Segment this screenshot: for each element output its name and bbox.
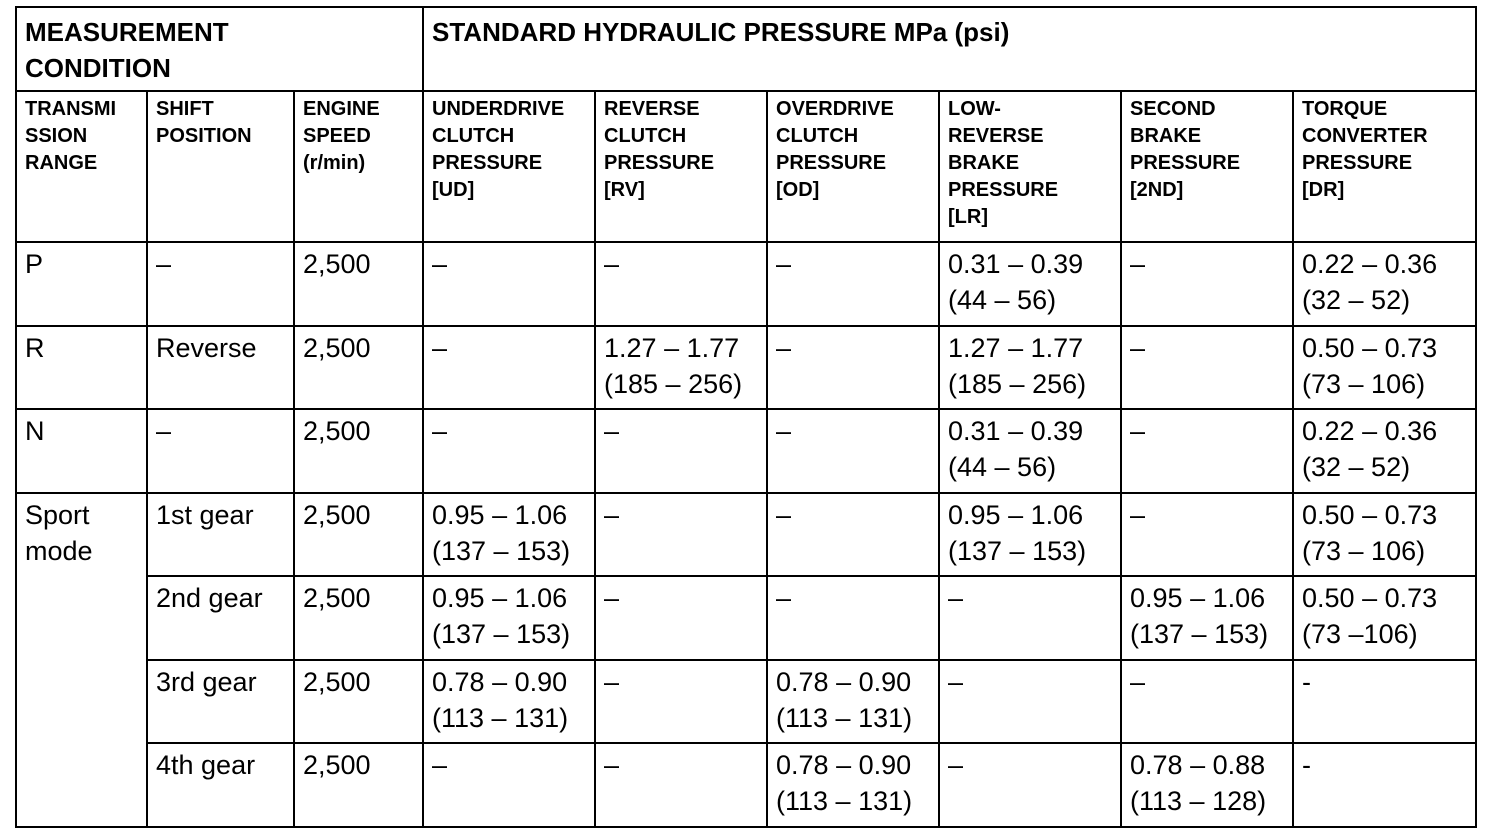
cell-line: 0.31 – 0.39	[948, 249, 1084, 279]
cell-engine-speed	[294, 743, 423, 827]
col-header-torque-converter	[1293, 91, 1476, 242]
cell-low-reverse-brake	[939, 493, 1121, 577]
cell-line: (32 – 52)	[1302, 452, 1411, 482]
table-row	[16, 326, 1476, 410]
cell-line: R	[25, 332, 45, 363]
cell-second-brake	[1121, 743, 1293, 827]
cell-line: –	[156, 416, 172, 446]
cell-line: 2,500	[303, 249, 371, 279]
cell-line: (73 –106)	[1302, 619, 1418, 649]
cell-second-brake	[1121, 493, 1293, 577]
col-header-transmission-range	[16, 91, 147, 242]
table-row	[16, 493, 1476, 577]
col-header-line: POSITION	[156, 125, 252, 147]
cell-line: –	[1130, 416, 1146, 446]
cell-low-reverse-brake	[939, 242, 1121, 326]
cell-line: –	[604, 750, 620, 780]
cell-underdrive-clutch	[423, 743, 595, 827]
cell-low-reverse-brake	[939, 743, 1121, 827]
col-header-line: [DR]	[1302, 179, 1345, 201]
cell-line: (113 – 131)	[776, 786, 913, 816]
title-row	[16, 7, 1476, 91]
cell-line: 0.95 – 1.06	[1130, 583, 1266, 613]
col-header-line: SECOND	[1130, 98, 1216, 120]
cell-line: –	[948, 750, 964, 780]
table-row	[16, 576, 1476, 660]
cell-line: (137 – 153)	[432, 535, 571, 566]
cell-line: 0.95 – 1.06	[432, 583, 568, 613]
table-row	[16, 660, 1476, 744]
col-header-line: PRESSURE	[1130, 152, 1241, 174]
cell-line: (185 – 256)	[948, 368, 1087, 399]
cell-line: –	[604, 499, 620, 530]
col-header-shift-position	[147, 91, 294, 242]
cell-engine-speed	[294, 576, 423, 660]
col-header-second-brake	[1121, 91, 1293, 242]
col-header-line: PRESSURE	[948, 179, 1059, 201]
cell-line: (113 – 128)	[1130, 786, 1267, 816]
col-header-line: OVERDRIVE	[776, 98, 894, 120]
cell-low-reverse-brake	[939, 326, 1121, 410]
col-header-line: LOW-	[948, 98, 1001, 120]
cell-line: (137 – 153)	[1130, 619, 1269, 649]
cell-underdrive-clutch	[423, 326, 595, 410]
column-header-row	[16, 91, 1476, 242]
cell-torque-converter	[1293, 493, 1476, 577]
col-header-line: BRAKE	[1130, 125, 1202, 147]
col-header-line: PRESSURE	[432, 152, 543, 174]
standard-pressure-header	[423, 7, 1476, 91]
cell-line: (137 – 153)	[948, 535, 1087, 566]
cell-line: N	[25, 416, 45, 446]
cell-line: 1st gear	[156, 499, 254, 530]
col-header-low-reverse-brake	[939, 91, 1121, 242]
cell-shift-position	[147, 576, 294, 660]
cell-line: P	[25, 249, 44, 279]
cell-engine-speed	[294, 326, 423, 410]
cell-line: (137 – 153)	[432, 619, 571, 649]
cell-line: 0.22 – 0.36	[1302, 249, 1438, 279]
cell-line: 2,500	[303, 499, 371, 530]
cell-line: –	[604, 249, 620, 279]
header-line: CONDITION	[25, 53, 171, 83]
cell-line: –	[776, 416, 792, 446]
cell-line: (113 – 131)	[776, 702, 913, 733]
cell-line: –	[156, 249, 172, 279]
col-header-overdrive-clutch	[767, 91, 939, 242]
cell-line: 0.95 – 1.06	[948, 499, 1084, 530]
cell-line: 2,500	[303, 416, 371, 446]
cell-line: –	[948, 666, 964, 697]
table-body	[16, 242, 1476, 827]
cell-line: –	[604, 666, 620, 697]
cell-line: –	[1130, 332, 1146, 363]
cell-overdrive-clutch	[767, 409, 939, 493]
cell-line: (113 – 131)	[432, 702, 569, 733]
table-row	[16, 743, 1476, 827]
cell-line: 0.95 – 1.06	[432, 499, 568, 530]
cell-second-brake	[1121, 242, 1293, 326]
cell-line: (73 – 106)	[1302, 535, 1426, 566]
cell-line: –	[432, 249, 448, 279]
cell-second-brake	[1121, 409, 1293, 493]
cell-line: Reverse	[156, 332, 257, 363]
table-row	[16, 242, 1476, 326]
cell-line: –	[432, 416, 448, 446]
cell-line: 0.78 – 0.90	[776, 666, 912, 697]
cell-line: –	[1130, 499, 1146, 530]
cell-torque-converter	[1293, 743, 1476, 827]
cell-torque-converter	[1293, 242, 1476, 326]
cell-torque-converter	[1293, 409, 1476, 493]
col-header-line: PRESSURE	[1302, 152, 1413, 174]
cell-transmission-range	[16, 409, 147, 493]
cell-line: –	[948, 583, 964, 613]
cell-line: 0.22 – 0.36	[1302, 416, 1438, 446]
cell-torque-converter	[1293, 660, 1476, 744]
col-header-line: TRANSMI	[25, 98, 117, 120]
col-header-line: ENGINE	[303, 98, 380, 120]
cell-transmission-range	[16, 493, 147, 827]
cell-line: (32 – 52)	[1302, 285, 1411, 315]
col-header-line: RANGE	[25, 152, 98, 174]
col-header-line: CLUTCH	[432, 125, 515, 147]
cell-underdrive-clutch	[423, 409, 595, 493]
cell-line: 2nd gear	[156, 583, 263, 613]
cell-torque-converter	[1293, 326, 1476, 410]
col-header-line: CLUTCH	[604, 125, 687, 147]
cell-line: –	[604, 416, 620, 446]
cell-line: –	[776, 332, 792, 363]
cell-line: –	[776, 249, 792, 279]
cell-line: –	[432, 750, 448, 780]
cell-overdrive-clutch	[767, 242, 939, 326]
header-line: MEASUREMENT	[25, 17, 229, 47]
table-row	[16, 409, 1476, 493]
cell-underdrive-clutch	[423, 576, 595, 660]
cell-low-reverse-brake	[939, 576, 1121, 660]
col-header-line: SHIFT	[156, 98, 214, 120]
cell-shift-position	[147, 409, 294, 493]
cell-low-reverse-brake	[939, 409, 1121, 493]
cell-torque-converter	[1293, 576, 1476, 660]
col-header-line: [UD]	[432, 179, 475, 201]
cell-line: 0.50 – 0.73	[1302, 583, 1438, 613]
header-line: STANDARD HYDRAULIC PRESSURE MPa (psi)	[432, 17, 1010, 47]
cell-line: 3rd gear	[156, 666, 257, 697]
cell-underdrive-clutch	[423, 660, 595, 744]
cell-overdrive-clutch	[767, 743, 939, 827]
col-header-line: [OD]	[776, 179, 820, 201]
cell-reverse-clutch	[595, 743, 767, 827]
col-header-line: TORQUE	[1302, 98, 1388, 120]
cell-engine-speed	[294, 660, 423, 744]
cell-shift-position	[147, 493, 294, 577]
cell-overdrive-clutch	[767, 660, 939, 744]
cell-underdrive-clutch	[423, 242, 595, 326]
cell-line: –	[1130, 666, 1146, 697]
col-header-line: PRESSURE	[776, 152, 887, 174]
cell-line: –	[432, 332, 448, 363]
cell-line: 0.78 – 0.90	[776, 750, 912, 780]
col-header-engine-speed	[294, 91, 423, 242]
cell-overdrive-clutch	[767, 493, 939, 577]
cell-line: 2,500	[303, 666, 371, 697]
col-header-line: [LR]	[948, 206, 988, 228]
cell-reverse-clutch	[595, 409, 767, 493]
cell-second-brake	[1121, 326, 1293, 410]
cell-reverse-clutch	[595, 576, 767, 660]
cell-shift-position	[147, 242, 294, 326]
cell-second-brake	[1121, 660, 1293, 744]
cell-line: -	[1302, 666, 1312, 697]
cell-engine-speed	[294, 242, 423, 326]
cell-line: 0.50 – 0.73	[1302, 499, 1438, 530]
cell-shift-position	[147, 660, 294, 744]
cell-line: 1.27 – 1.77	[604, 332, 740, 363]
cell-line: 2,500	[303, 750, 371, 780]
hydraulic-pressure-table	[15, 6, 1477, 828]
cell-line: –	[1130, 249, 1146, 279]
cell-line: (44 – 56)	[948, 452, 1057, 482]
cell-line: 0.31 – 0.39	[948, 416, 1084, 446]
col-header-line: BRAKE	[948, 152, 1020, 174]
cell-line: –	[604, 583, 620, 613]
col-header-line: PRESSURE	[604, 152, 715, 174]
cell-line: 0.50 – 0.73	[1302, 332, 1438, 363]
cell-reverse-clutch	[595, 493, 767, 577]
cell-line: (44 – 56)	[948, 285, 1057, 315]
col-header-line: [2ND]	[1130, 179, 1184, 201]
cell-line: Sport	[25, 499, 90, 530]
cell-line: mode	[25, 535, 93, 566]
cell-reverse-clutch	[595, 660, 767, 744]
cell-line: 0.78 – 0.90	[432, 666, 568, 697]
cell-engine-speed	[294, 409, 423, 493]
cell-line: –	[776, 583, 792, 613]
cell-second-brake	[1121, 576, 1293, 660]
col-header-line: CONVERTER	[1302, 125, 1428, 147]
cell-line: 0.78 – 0.88	[1130, 750, 1266, 780]
cell-line: 2,500	[303, 583, 371, 613]
cell-reverse-clutch	[595, 326, 767, 410]
col-header-line: (r/min)	[303, 152, 366, 174]
cell-line: (185 – 256)	[604, 368, 743, 399]
cell-underdrive-clutch	[423, 493, 595, 577]
col-header-line: REVERSE	[948, 125, 1044, 147]
col-header-line: UNDERDRIVE	[432, 98, 565, 120]
cell-overdrive-clutch	[767, 326, 939, 410]
measurement-condition-header	[16, 7, 423, 91]
cell-line: (73 – 106)	[1302, 368, 1426, 399]
cell-low-reverse-brake	[939, 660, 1121, 744]
cell-engine-speed	[294, 493, 423, 577]
col-header-line: SSION	[25, 125, 88, 147]
cell-line: 4th gear	[156, 750, 256, 780]
col-header-underdrive-clutch	[423, 91, 595, 242]
cell-shift-position	[147, 326, 294, 410]
cell-overdrive-clutch	[767, 576, 939, 660]
cell-line: –	[776, 499, 792, 530]
col-header-line: REVERSE	[604, 98, 700, 120]
cell-transmission-range	[16, 326, 147, 410]
col-header-reverse-clutch	[595, 91, 767, 242]
cell-line: 2,500	[303, 332, 371, 363]
cell-transmission-range	[16, 242, 147, 326]
cell-line: 1.27 – 1.77	[948, 332, 1084, 363]
col-header-line: CLUTCH	[776, 125, 859, 147]
cell-reverse-clutch	[595, 242, 767, 326]
cell-line: -	[1302, 750, 1312, 780]
col-header-line: [RV]	[604, 179, 645, 201]
col-header-line: SPEED	[303, 125, 371, 147]
cell-shift-position	[147, 743, 294, 827]
